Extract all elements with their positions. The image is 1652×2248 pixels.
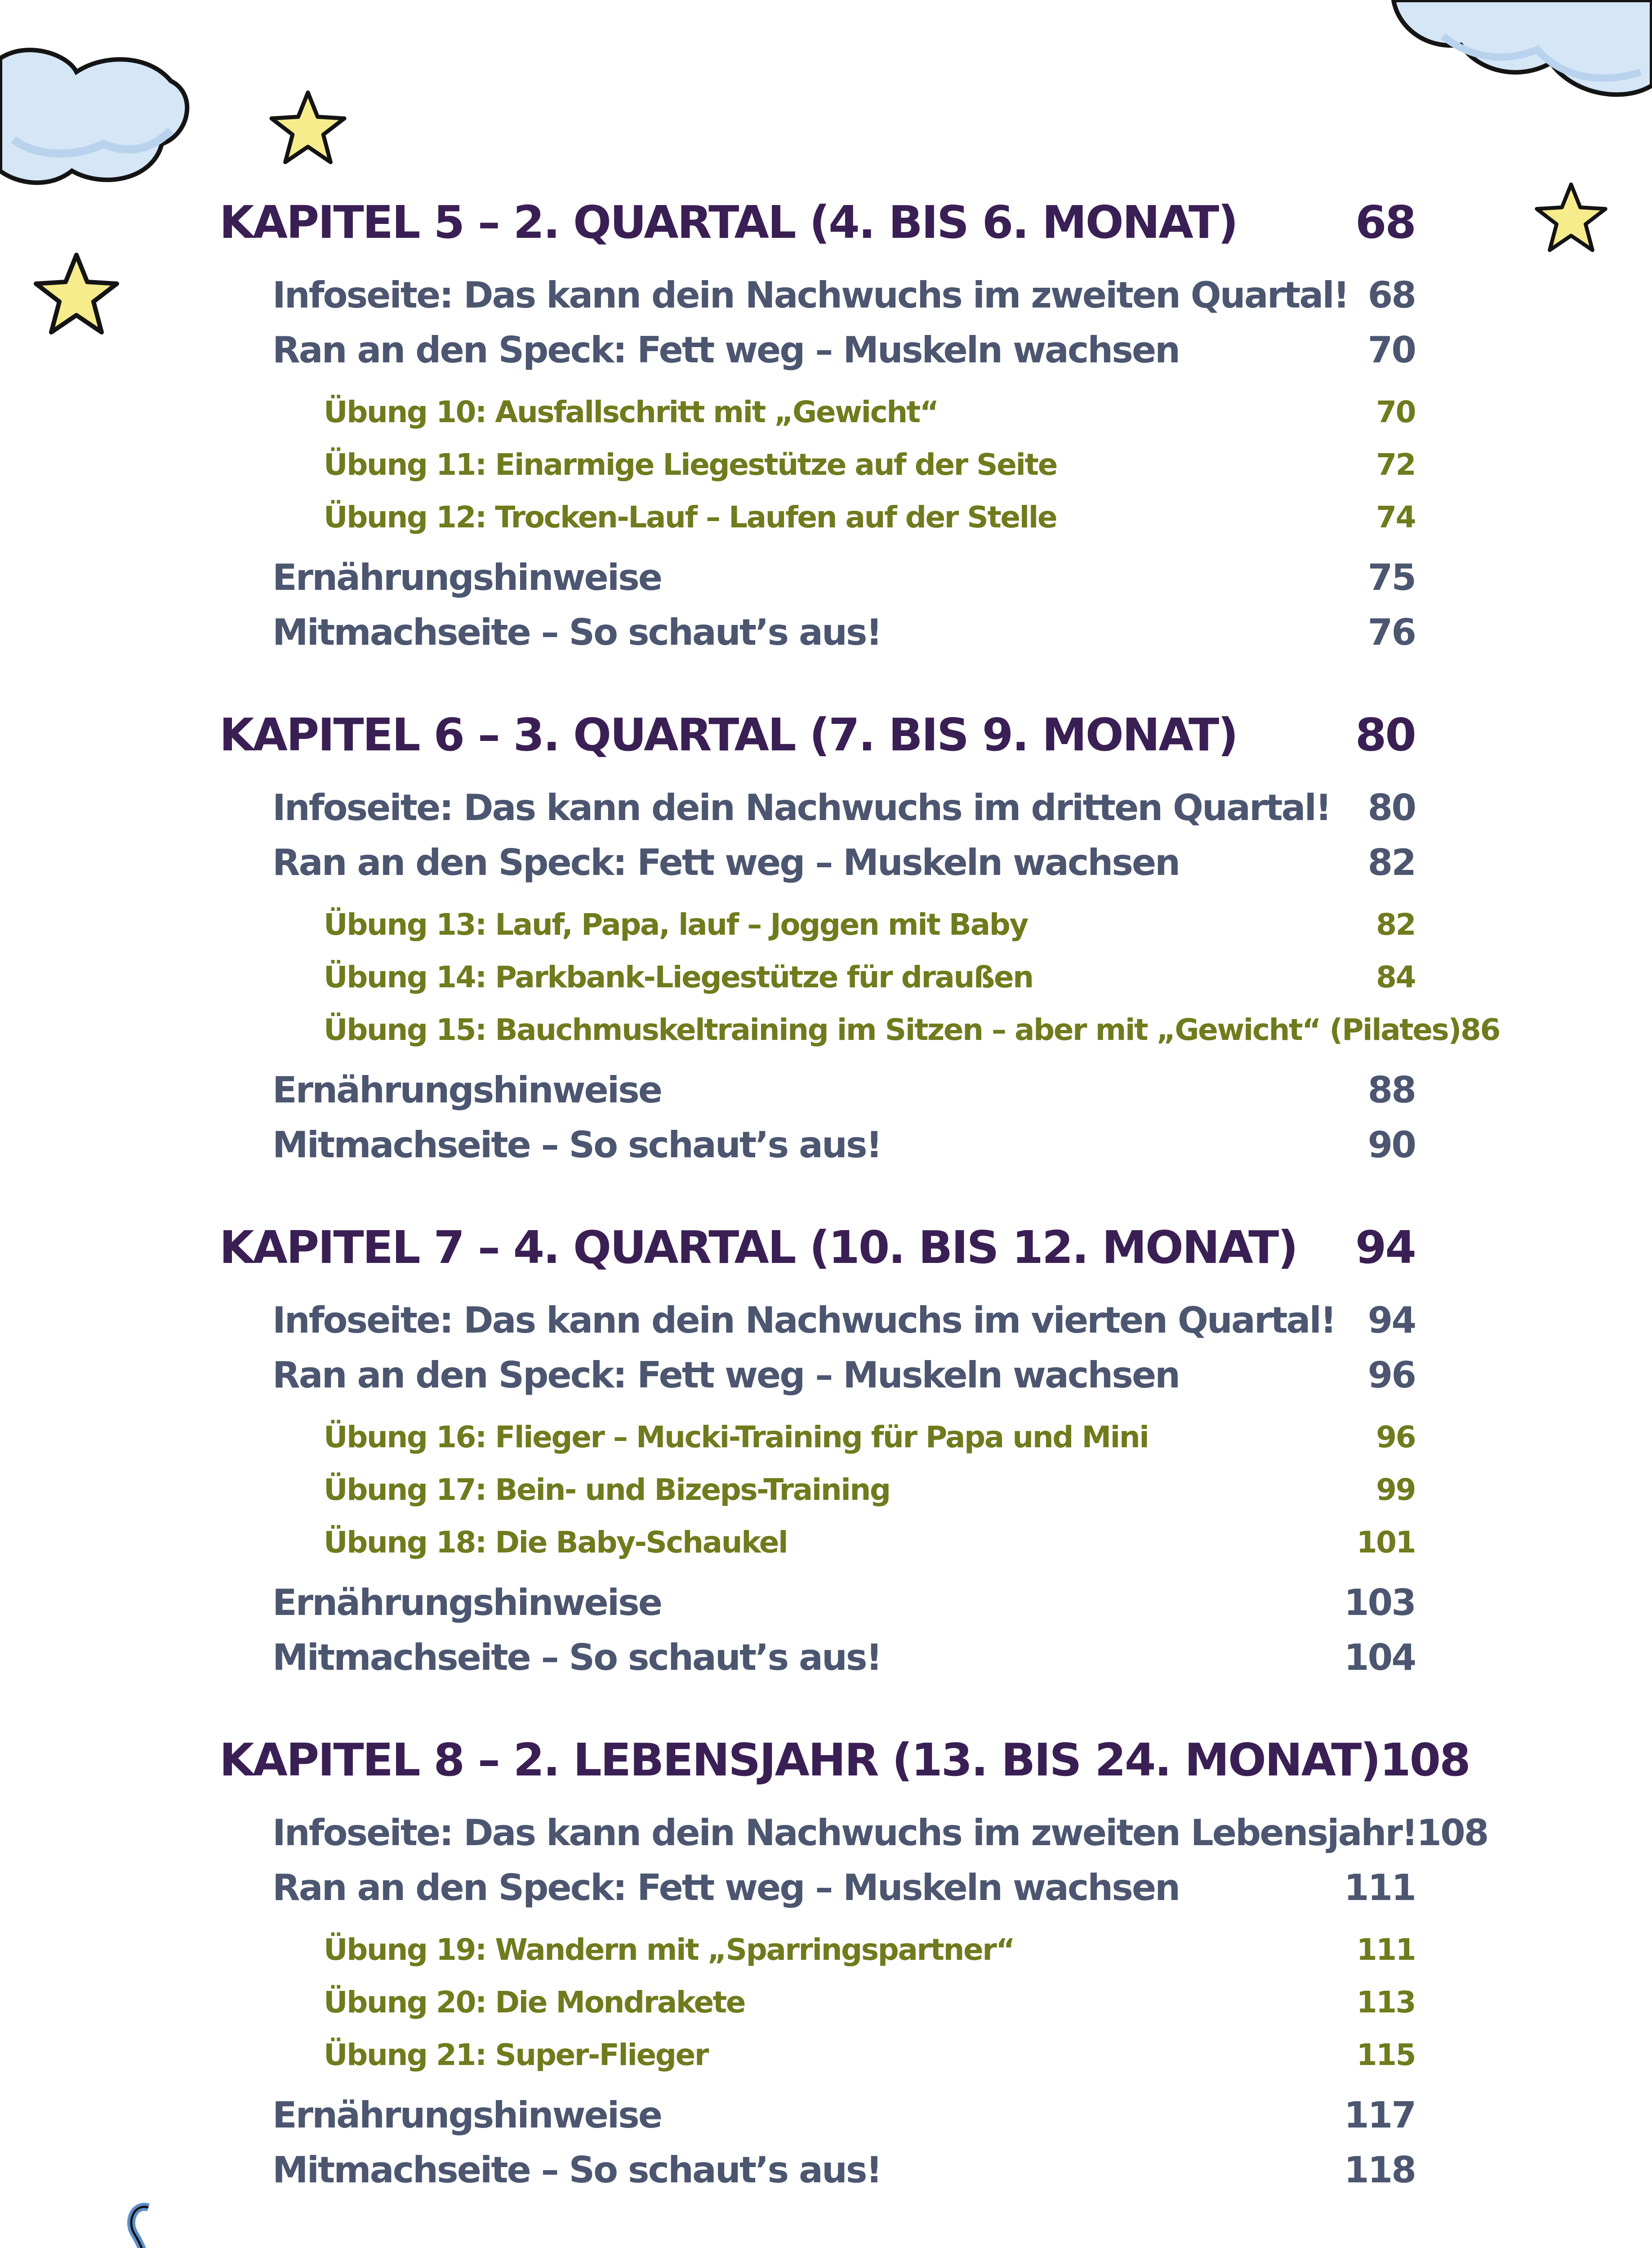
cloud-icon	[1389, 0, 1652, 130]
toc-section[interactable]	[219, 1348, 1415, 1403]
toc-section[interactable]	[219, 781, 1415, 835]
page-number: 94	[1367, 1299, 1415, 1341]
toc-exercise[interactable]	[219, 1411, 1415, 1463]
page-number: 84	[1376, 960, 1415, 995]
chapter-title: KAPITEL 7 – 4. QUARTAL (10. BIS 12. MONAT)	[219, 1221, 1297, 1274]
section-title: Mitmachseite – So schaut’s aus!	[272, 1124, 881, 1166]
toc-exercise[interactable]	[219, 1463, 1415, 1516]
toc-section[interactable]	[219, 1806, 1488, 1860]
section-title: Ernährungshinweise	[272, 557, 662, 598]
chapter-title: KAPITEL 5 – 2. QUARTAL (4. BIS 6. MONAT)	[219, 196, 1237, 249]
page-number: 96	[1376, 1420, 1415, 1454]
page-number: 101	[1356, 1525, 1415, 1560]
page-number: 82	[1367, 842, 1415, 883]
toc-section[interactable]	[219, 1575, 1415, 1630]
page-number: 104	[1344, 1637, 1415, 1678]
chapter-heading[interactable]	[219, 1734, 1469, 1786]
section-title: Infoseite: Das kann dein Nachwuchs im dritten Quartal!	[272, 787, 1331, 829]
section-title: Mitmachseite – So schaut’s aus!	[272, 2149, 881, 2191]
page-number: 90	[1367, 1124, 1415, 1166]
table-of-contents	[219, 196, 1500, 2198]
chapter-6	[219, 709, 1500, 1173]
page-number: 96	[1367, 1354, 1415, 1396]
page-number: 80	[1355, 709, 1415, 761]
chapter-heading[interactable]	[219, 1223, 1415, 1272]
section-title: Ernährungshinweise	[272, 1582, 662, 1624]
star-icon	[1533, 180, 1609, 256]
section-title: Ran an den Speck: Fett weg – Muskeln wachsen	[272, 1354, 1180, 1396]
section-title: Infoseite: Das kann dein Nachwuchs im vierten Quartal!	[272, 1299, 1336, 1341]
toc-section[interactable]	[219, 1063, 1415, 1118]
page-number: 86	[1461, 1012, 1500, 1047]
exercise-title: Übung 19: Wandern mit „Sparringspartner“	[324, 1932, 1015, 1967]
page-number: 70	[1376, 395, 1415, 429]
toc-exercise[interactable]	[219, 1004, 1500, 1056]
exercise-title: Übung 18: Die Baby-Schaukel	[324, 1525, 788, 1560]
exercise-title: Übung 14: Parkbank-Liegestütze für draußen	[324, 960, 1033, 995]
exercise-title: Übung 16: Flieger – Mucki-Training für Papa und Mini	[324, 1420, 1149, 1454]
page-number: 82	[1376, 907, 1415, 942]
exercise-title: Übung 10: Ausfallschritt mit „Gewicht“	[324, 395, 938, 429]
section-title: Ran an den Speck: Fett weg – Muskeln wachsen	[272, 1867, 1180, 1909]
cloud-icon	[0, 45, 198, 207]
toc-section[interactable]	[219, 835, 1415, 890]
exercise-title: Übung 20: Die Mondrakete	[324, 1985, 745, 2020]
chapter-heading[interactable]	[219, 198, 1415, 247]
page-number: 80	[1367, 787, 1415, 829]
toc-section[interactable]	[219, 550, 1415, 605]
toc-section[interactable]	[219, 268, 1415, 323]
toc-exercise[interactable]	[219, 491, 1415, 544]
star-icon	[31, 250, 121, 339]
chapter-7	[219, 1223, 1415, 1685]
toc-section[interactable]	[219, 323, 1415, 378]
section-title: Mitmachseite – So schaut’s aus!	[272, 611, 881, 653]
chapter-8	[219, 1734, 1488, 2198]
page-number: 99	[1376, 1472, 1415, 1507]
toc-section[interactable]	[219, 605, 1415, 660]
section-title: Ran an den Speck: Fett weg – Muskeln wachsen	[272, 329, 1180, 371]
toc-section[interactable]	[219, 1860, 1415, 1915]
exercise-title: Übung 17: Bein- und Bizeps-Training	[324, 1472, 890, 1507]
section-title: Ernährungshinweise	[272, 1069, 662, 1111]
page-number: 108	[1380, 1734, 1469, 1786]
page-number: 75	[1367, 557, 1415, 598]
page-number: 103	[1344, 1582, 1415, 1624]
section-title: Infoseite: Das kann dein Nachwuchs im zweiten Quartal!	[272, 274, 1349, 316]
page-number: 111	[1344, 1867, 1415, 1909]
toc-section[interactable]	[219, 1293, 1415, 1348]
section-title: Ran an den Speck: Fett weg – Muskeln wachsen	[272, 842, 1180, 883]
section-title: Mitmachseite – So schaut’s aus!	[272, 1637, 881, 1678]
page-number: 72	[1376, 447, 1415, 482]
page-number: 108	[1416, 1812, 1488, 1854]
page-number: 76	[1367, 611, 1415, 653]
exercise-title: Übung 12: Trocken-Lauf – Laufen auf der Stelle	[324, 500, 1057, 535]
page-number: 88	[1367, 1069, 1415, 1111]
page-number: 70	[1367, 329, 1415, 371]
section-title: Infoseite: Das kann dein Nachwuchs im zweiten Lebensjahr!	[272, 1812, 1417, 1854]
toc-section[interactable]	[219, 1630, 1415, 1685]
page-number: 118	[1344, 2149, 1415, 2191]
toc-section[interactable]	[219, 2143, 1415, 2198]
exercise-title: Übung 11: Einarmige Liegestütze auf der Seite	[324, 447, 1057, 482]
toc-exercise[interactable]	[219, 438, 1415, 491]
page-number: 94	[1355, 1221, 1415, 1274]
bib-icon	[0, 2194, 189, 2248]
exercise-title: Übung 13: Lauf, Papa, lauf – Joggen mit Baby	[324, 907, 1028, 942]
toc-exercise[interactable]	[219, 1923, 1415, 1976]
section-title: Ernährungshinweise	[272, 2094, 662, 2136]
star-icon	[267, 88, 348, 169]
toc-exercise[interactable]	[219, 1976, 1415, 2029]
chapter-heading[interactable]	[219, 710, 1415, 760]
page-number: 111	[1356, 1932, 1415, 1967]
toc-exercise[interactable]	[219, 386, 1415, 438]
page-number: 68	[1367, 274, 1415, 316]
toc-exercise[interactable]	[219, 898, 1415, 951]
page-number: 117	[1344, 2094, 1415, 2136]
chapter-title: KAPITEL 8 – 2. LEBENSJAHR (13. BIS 24. MONAT)	[219, 1734, 1380, 1786]
toc-exercise[interactable]	[219, 2029, 1415, 2081]
toc-section[interactable]	[219, 2088, 1415, 2143]
exercise-title: Übung 21: Super-Flieger	[324, 2038, 708, 2072]
toc-section[interactable]	[219, 1118, 1415, 1173]
toc-exercise[interactable]	[219, 951, 1415, 1004]
chapter-title: KAPITEL 6 – 3. QUARTAL (7. BIS 9. MONAT)	[219, 709, 1237, 761]
page-number: 68	[1355, 196, 1415, 249]
exercise-title: Übung 15: Bauchmuskeltraining im Sitzen – aber mit „Gewicht“ (Pilates)	[324, 1012, 1461, 1047]
page-number: 115	[1356, 2038, 1415, 2072]
chapter-5	[219, 198, 1415, 660]
toc-exercise[interactable]	[219, 1516, 1415, 1569]
page-number: 74	[1376, 500, 1415, 535]
page-number: 113	[1356, 1985, 1415, 2020]
